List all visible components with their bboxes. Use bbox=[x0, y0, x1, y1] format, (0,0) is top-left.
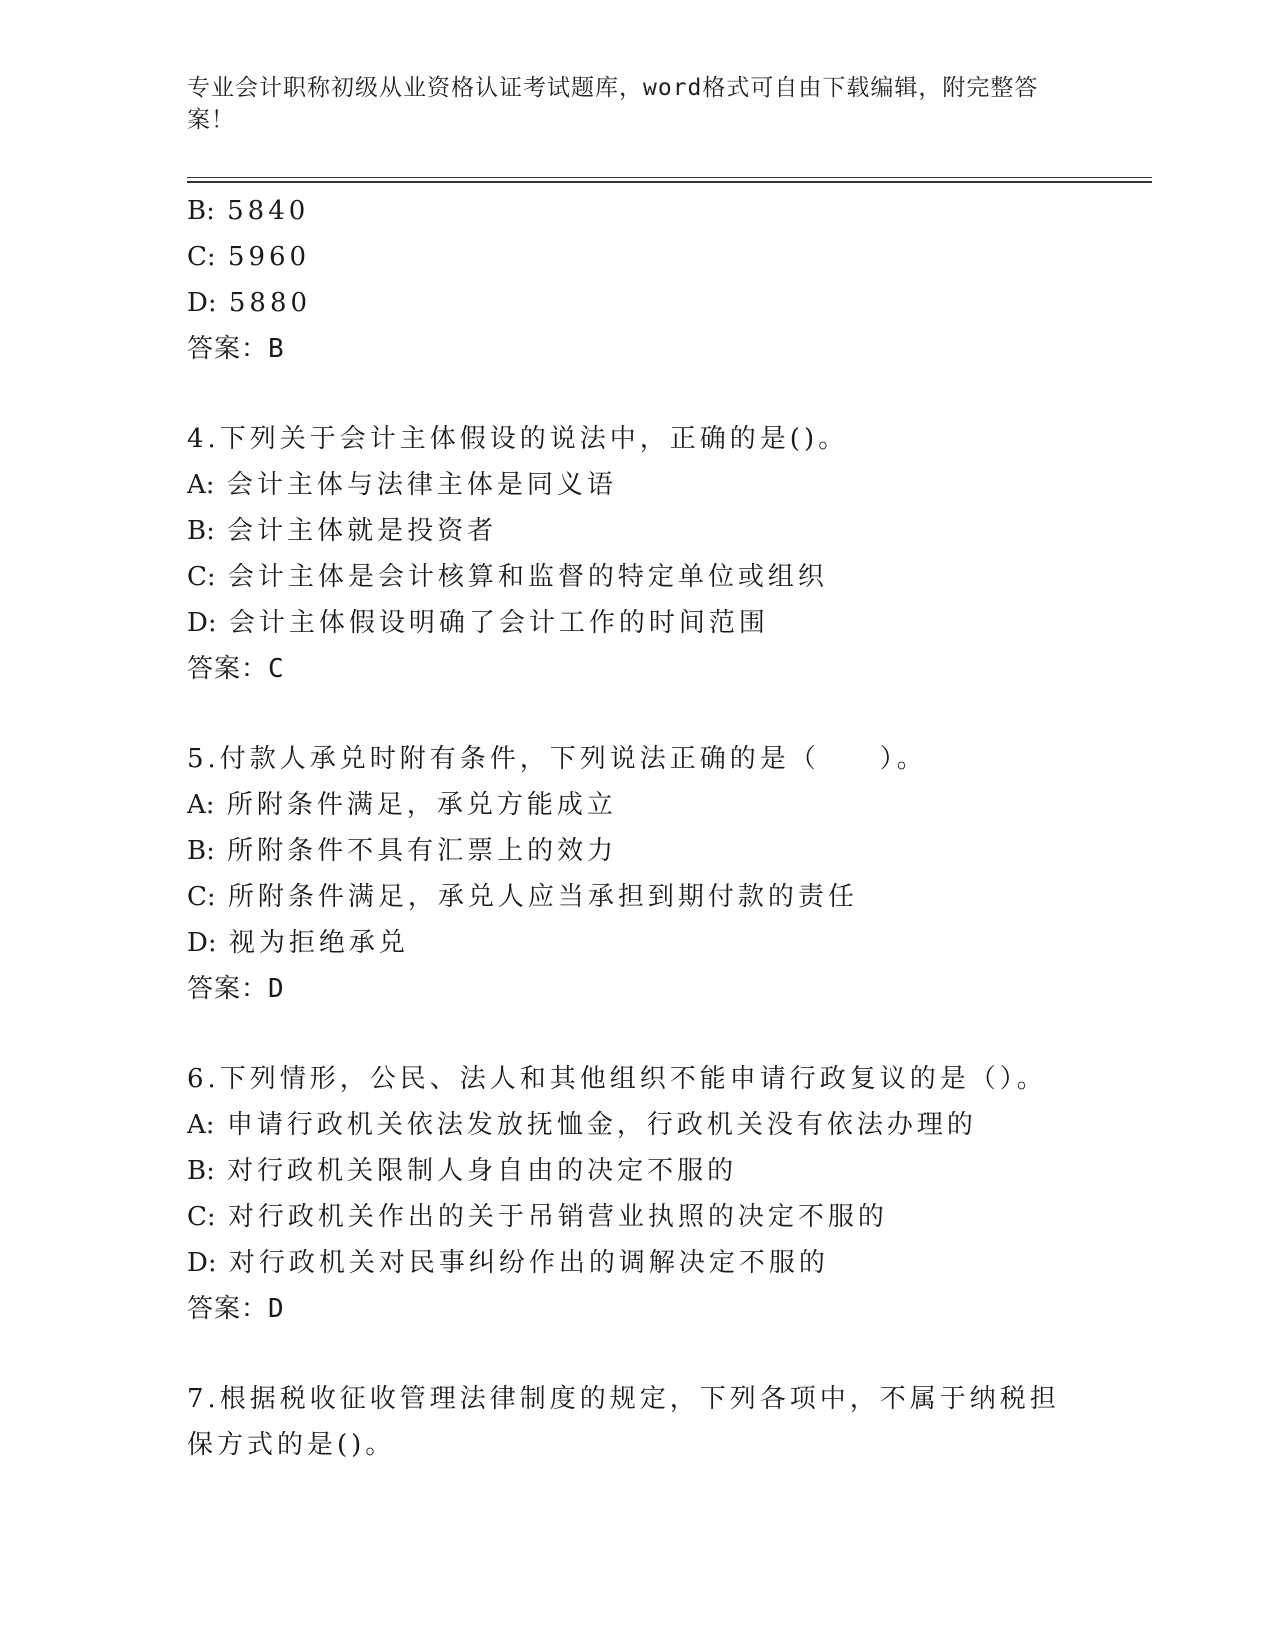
question-block-7 bbox=[187, 1376, 1147, 1468]
option-b: B: 会计主体就是投资者 bbox=[187, 516, 498, 546]
question-block-4 bbox=[187, 416, 1147, 692]
header-rule-thick bbox=[187, 181, 1152, 183]
question-block-5 bbox=[187, 736, 1147, 1012]
answer-line: 答案：C bbox=[187, 654, 285, 684]
option-d: D: 会计主体假设明确了会计工作的时间范围 bbox=[187, 608, 769, 638]
option-b: B: 5840 bbox=[187, 196, 310, 226]
option-d: D: 视为拒绝承兑 bbox=[187, 928, 409, 958]
option-c: C: 对行政机关作出的关于吊销营业执照的决定不服的 bbox=[187, 1202, 888, 1232]
question-text: 6.下列情形，公民、法人和其他组织不能申请行政复议的是（）。 bbox=[187, 1064, 1047, 1094]
question-content bbox=[187, 188, 1147, 1468]
option-a: A: 申请行政机关依法发放抚恤金，行政机关没有依法办理的 bbox=[187, 1110, 977, 1140]
option-c: C: 会计主体是会计核算和监督的特定单位或组织 bbox=[187, 562, 828, 592]
option-c: C: 5960 bbox=[187, 242, 311, 272]
option-b: B: 所附条件不具有汇票上的效力 bbox=[187, 836, 618, 866]
question-block-3 bbox=[187, 188, 1147, 372]
question-text: 7.根据税收征收管理法律制度的规定，下列各项中，不属于纳税担保方式的是()。 bbox=[187, 1384, 1060, 1460]
option-d: D: 5880 bbox=[187, 288, 312, 318]
option-b: B: 对行政机关限制人身自由的决定不服的 bbox=[187, 1156, 738, 1186]
header-rule-thin bbox=[187, 177, 1152, 178]
question-text: 4.下列关于会计主体假设的说法中，正确的是()。 bbox=[187, 424, 849, 454]
answer-line: 答案：D bbox=[187, 1294, 285, 1324]
document-header: 专业会计职称初级从业资格认证考试题库，word格式可自由下载编辑，附完整答案！ bbox=[187, 75, 1039, 133]
option-a: A: 所附条件满足，承兑方能成立 bbox=[187, 790, 617, 820]
option-c: C: 所附条件满足，承兑人应当承担到期付款的责任 bbox=[187, 882, 858, 912]
question-block-6 bbox=[187, 1056, 1147, 1332]
option-a: A: 会计主体与法律主体是同义语 bbox=[187, 470, 617, 500]
answer-line: 答案：B bbox=[187, 334, 285, 364]
question-text: 5.付款人承兑时附有条件，下列说法正确的是（ ）。 bbox=[187, 744, 927, 774]
option-d: D: 对行政机关对民事纠纷作出的调解决定不服的 bbox=[187, 1248, 829, 1278]
answer-line: 答案：D bbox=[187, 974, 285, 1004]
